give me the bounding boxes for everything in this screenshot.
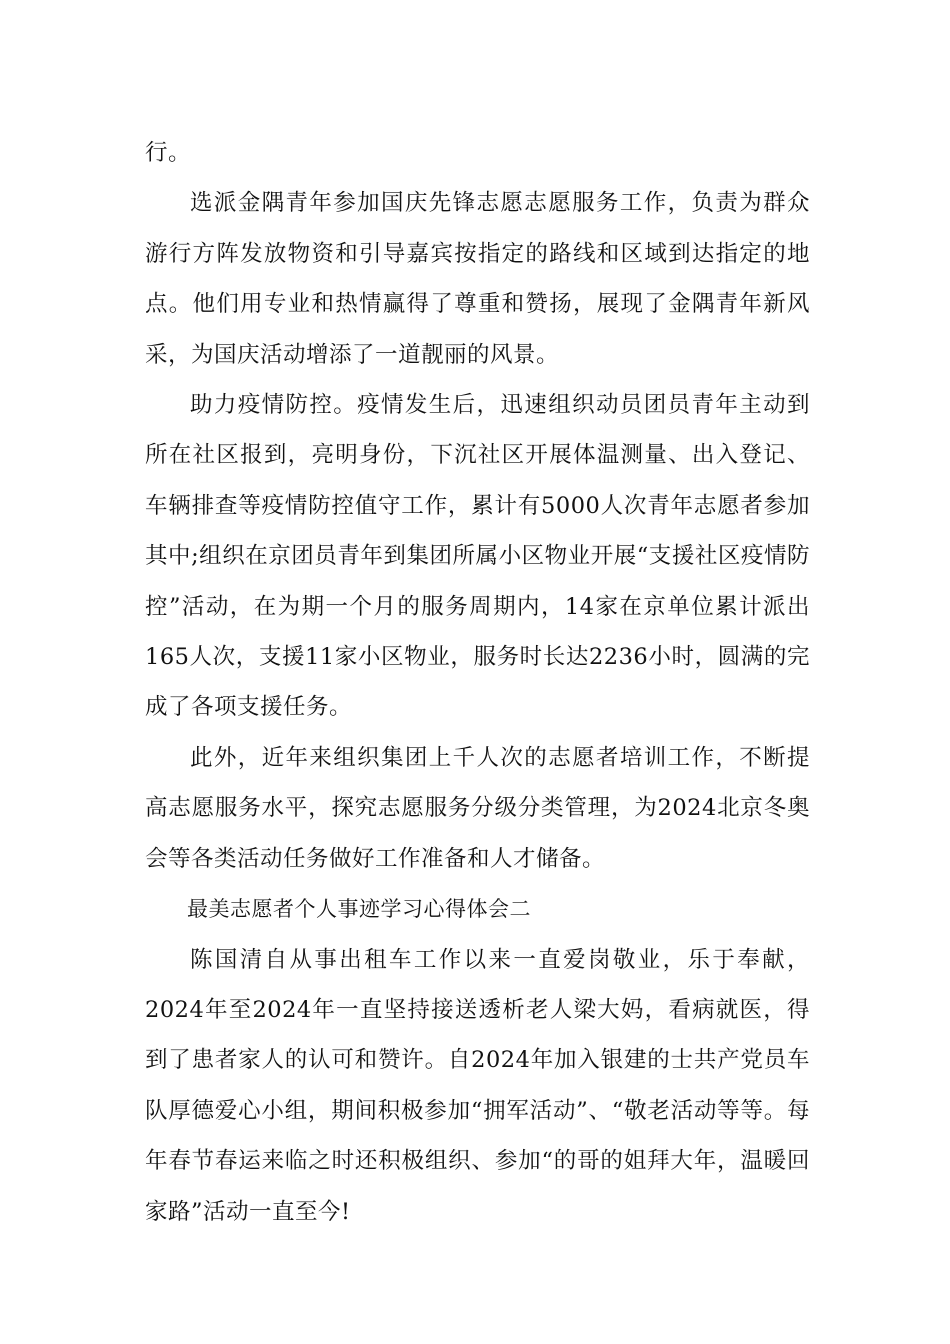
paragraph-continuation: 行。 [145, 140, 192, 166]
section-heading: 最美志愿者个人事迹学习心得体会二 [187, 897, 531, 922]
document-body [145, 128, 810, 1237]
paragraph-chen-guoqing: 陈国清自从事出租车工作以来一直爱岗敬业，乐于奉献，2024年至2024年一直坚持接送透析老人梁大妈，看病就医，得到了患者家人的认可和赞许。自2024年加入银建的士共产党员车队厚德爱心小组，期间积极参加“拥军活动”、“敬老活动等等。每年春节春运来临之时还积极组织、参加“的哥的姐拜大年，温暖回家路”活动一直至今! [145, 946, 810, 1225]
paragraph-volunteer-training: 此外，近年来组织集团上千人次的志愿者培训工作，不断提高志愿服务水平，探究志愿服务分级分类管理，为2024北京冬奥会等各类活动任务做好工作准备和人才储备。 [145, 744, 810, 872]
paragraph-epidemic-prevention: 助力疫情防控。疫情发生后，迅速组织动员团员青年主动到所在社区报到，亮明身份，下沉社区开展体温测量、出入登记、车辆排查等疫情防控值守工作，累计有5000人次青年志愿者参加其中;组织在京团员青年到集团所属小区物业开展“支援社区疫情防控”活动，在为期一个月的服务周期内，14家在京单位累计派出165人次，支援11家小区物业，服务时长达2236小时，圆满的完成了各项支援任务。 [145, 392, 810, 721]
paragraph-national-day-volunteers: 选派金隅青年参加国庆先锋志愿志愿服务工作，负责为群众游行方阵发放物资和引导嘉宾按指定的路线和区域到达指定的地点。他们用专业和热情赢得了尊重和赞扬，展现了金隅青年新风采，为国庆活动增添了一道靓丽的风景。 [145, 190, 810, 368]
